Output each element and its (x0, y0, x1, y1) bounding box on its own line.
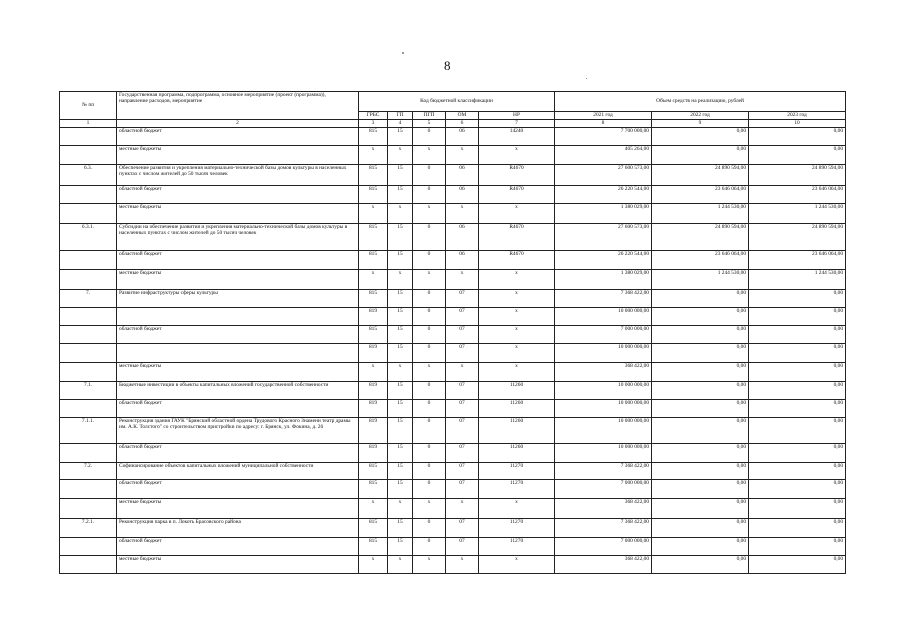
table-row (60, 326, 846, 344)
row-om: x (446, 270, 479, 290)
row-gp: 15 (388, 290, 413, 308)
row-gp: 15 (388, 165, 413, 186)
header-col-2021: 2021 год (555, 112, 652, 120)
row-amount-2021: 7 700 000,00 (555, 128, 652, 146)
row-amount-2021: 27 600 573,00 (555, 165, 652, 186)
budget-table (59, 91, 846, 574)
row-grbs: x (359, 556, 388, 574)
row-grbs: 819 (359, 382, 388, 400)
column-number: 1 (60, 120, 117, 128)
row-num (60, 128, 117, 146)
row-grbs: 819 (359, 308, 388, 326)
row-amount-2021: 10 000 000,00 (555, 382, 652, 400)
row-amount-2022: 0,00 (652, 556, 749, 574)
row-nr: x (479, 344, 555, 363)
row-grbs: x (359, 270, 388, 290)
row-gp: 15 (388, 538, 413, 556)
scan-speck (586, 78, 587, 79)
row-amount-2022: 0,00 (652, 418, 749, 444)
row-nr: x (479, 146, 555, 165)
row-amount-2021: 7 368 422,00 (555, 519, 652, 538)
column-number: 7 (479, 120, 555, 128)
row-om: 07 (446, 463, 479, 480)
row-gp: 15 (388, 400, 413, 418)
row-gp: 15 (388, 463, 413, 480)
row-amount-2022: 23 646 064,00 (652, 251, 749, 270)
row-grbs: 815 (359, 224, 388, 251)
row-num (60, 556, 117, 574)
table-row (60, 270, 846, 290)
column-number: 3 (359, 120, 388, 128)
row-nr: x (479, 204, 555, 224)
row-amount-2023: 1 244 530,00 (749, 204, 846, 224)
row-name: Реконструкция здания ГАУК "Брянский областной ордена Трудового Красного Знамени театр драмы им. А.К. Толстого" со строительством пристройки по адресу: г. Брянск, ул. Фокина, д. 26 (117, 418, 359, 444)
row-grbs: 819 (359, 418, 388, 444)
row-om: 07 (446, 400, 479, 418)
row-num (60, 186, 117, 204)
table-row (60, 128, 846, 146)
row-amount-2023: 0,00 (749, 382, 846, 400)
row-pgp: 0 (413, 382, 446, 400)
row-amount-2023: 0,00 (749, 444, 846, 463)
table-row (60, 480, 846, 499)
row-amount-2023: 0,00 (749, 480, 846, 499)
row-amount-2021: 1 380 029,00 (555, 270, 652, 290)
table-row (60, 382, 846, 400)
row-amount-2021: 368 422,00 (555, 363, 652, 382)
header-code-group: Код бюджетной классификации (359, 92, 555, 112)
row-amount-2021: 27 600 573,00 (555, 224, 652, 251)
table-row (60, 519, 846, 538)
row-amount-2022: 0,00 (652, 363, 749, 382)
row-amount-2021: 7 368 422,00 (555, 463, 652, 480)
row-name (117, 308, 359, 326)
row-amount-2023: 0,00 (749, 308, 846, 326)
row-num (60, 326, 117, 344)
row-grbs: 815 (359, 290, 388, 308)
row-amount-2022: 0,00 (652, 382, 749, 400)
row-amount-2022: 0,00 (652, 400, 749, 418)
row-name: Субсидии на обеспечение развития и укрепления материально-технической базы домов культуры в населенных пунктах с числом жителей до 50 тысяч человек (117, 224, 359, 251)
row-grbs: 819 (359, 400, 388, 418)
row-nr: R4670 (479, 224, 555, 251)
header-sum-group: Объем средств на реализацию, рублей (555, 92, 846, 112)
row-om: 07 (446, 444, 479, 463)
row-nr: 11270 (479, 538, 555, 556)
row-amount-2022: 0,00 (652, 326, 749, 344)
row-amount-2021: 10 000 000,00 (555, 418, 652, 444)
row-grbs: x (359, 499, 388, 519)
row-amount-2022: 0,00 (652, 519, 749, 538)
row-gp: 15 (388, 186, 413, 204)
row-nr: R4670 (479, 251, 555, 270)
row-gp: 15 (388, 344, 413, 363)
row-amount-2023: 0,00 (749, 499, 846, 519)
row-amount-2021: 7 000 000,00 (555, 538, 652, 556)
row-name: местные бюджеты (117, 146, 359, 165)
row-nr: 11270 (479, 519, 555, 538)
row-amount-2022: 1 244 530,00 (652, 204, 749, 224)
table-row (60, 400, 846, 418)
row-grbs: 815 (359, 463, 388, 480)
row-pgp: 0 (413, 308, 446, 326)
row-nr: x (479, 556, 555, 574)
row-nr: x (479, 308, 555, 326)
row-om: 07 (446, 326, 479, 344)
row-om: 06 (446, 251, 479, 270)
row-pgp: x (413, 204, 446, 224)
row-name: местные бюджеты (117, 556, 359, 574)
row-name: областной бюджет (117, 186, 359, 204)
row-amount-2023: 0,00 (749, 400, 846, 418)
column-number: 5 (413, 120, 446, 128)
row-nr: x (479, 499, 555, 519)
table-row (60, 204, 846, 224)
row-gp: x (388, 204, 413, 224)
table-row (60, 499, 846, 519)
row-amount-2021: 7 000 000,00 (555, 480, 652, 499)
row-grbs: 815 (359, 128, 388, 146)
row-nr: 14240 (479, 128, 555, 146)
row-nr: R4670 (479, 165, 555, 186)
row-num (60, 363, 117, 382)
row-gp: 15 (388, 224, 413, 251)
row-amount-2022: 0,00 (652, 344, 749, 363)
row-num (60, 344, 117, 363)
row-nr: 11270 (479, 480, 555, 499)
row-name: местные бюджеты (117, 499, 359, 519)
row-name: областной бюджет (117, 400, 359, 418)
row-num: 7. (60, 290, 117, 308)
header-num: № пп (60, 92, 117, 120)
row-amount-2022: 0,00 (652, 480, 749, 499)
table-row (60, 165, 846, 186)
row-amount-2021: 7 368 422,00 (555, 290, 652, 308)
row-gp: 15 (388, 444, 413, 463)
table-row (60, 556, 846, 574)
row-amount-2023: 0,00 (749, 290, 846, 308)
row-num: 6.3. (60, 165, 117, 186)
table-row (60, 363, 846, 382)
row-gp: x (388, 556, 413, 574)
row-amount-2023: 0,00 (749, 344, 846, 363)
row-num: 7.1.1. (60, 418, 117, 444)
row-amount-2023: 23 646 064,00 (749, 186, 846, 204)
table-row (60, 444, 846, 463)
row-grbs: 815 (359, 326, 388, 344)
row-num (60, 499, 117, 519)
row-num: 7.1. (60, 382, 117, 400)
row-pgp: 0 (413, 519, 446, 538)
table-row (60, 463, 846, 480)
row-amount-2023: 0,00 (749, 326, 846, 344)
row-om: 07 (446, 538, 479, 556)
row-gp: x (388, 363, 413, 382)
row-amount-2022: 0,00 (652, 290, 749, 308)
row-name: областной бюджет (117, 480, 359, 499)
row-nr: 11260 (479, 382, 555, 400)
row-num (60, 400, 117, 418)
row-amount-2022: 1 244 530,00 (652, 270, 749, 290)
header-name: Государственная программа, подпрограмма, основное мероприятие (проект (программа)), направление расходов, мероприятие (117, 92, 359, 120)
table-row (60, 308, 846, 326)
column-number-row (60, 120, 846, 128)
row-gp: x (388, 270, 413, 290)
row-pgp: 0 (413, 463, 446, 480)
row-amount-2022: 0,00 (652, 308, 749, 326)
row-amount-2021: 10 000 000,00 (555, 308, 652, 326)
header-row (60, 92, 846, 112)
row-grbs: 815 (359, 480, 388, 499)
row-amount-2021: 368 422,00 (555, 556, 652, 574)
row-amount-2021: 405 264,00 (555, 146, 652, 165)
page-number: 8 (444, 58, 451, 73)
row-amount-2021: 7 000 000,00 (555, 326, 652, 344)
row-amount-2021: 1 380 029,00 (555, 204, 652, 224)
row-name (117, 344, 359, 363)
row-om: 06 (446, 186, 479, 204)
row-gp: 15 (388, 308, 413, 326)
row-amount-2023: 0,00 (749, 556, 846, 574)
row-om: x (446, 204, 479, 224)
row-gp: 15 (388, 251, 413, 270)
row-om: 07 (446, 308, 479, 326)
row-name: областной бюджет (117, 326, 359, 344)
row-pgp: 0 (413, 186, 446, 204)
table-row (60, 538, 846, 556)
table-row (60, 251, 846, 270)
row-gp: 15 (388, 480, 413, 499)
row-amount-2023: 0,00 (749, 418, 846, 444)
row-pgp: 0 (413, 480, 446, 499)
row-amount-2022: 0,00 (652, 499, 749, 519)
column-number: 4 (388, 120, 413, 128)
row-name: Реконструкция парка в п. Локоть Брасовского района (117, 519, 359, 538)
row-amount-2022: 24 890 594,00 (652, 165, 749, 186)
row-pgp: 0 (413, 444, 446, 463)
row-nr: 11260 (479, 444, 555, 463)
table-body (60, 128, 846, 574)
row-amount-2023: 23 646 064,00 (749, 251, 846, 270)
row-grbs: 815 (359, 251, 388, 270)
row-om: x (446, 363, 479, 382)
row-num (60, 308, 117, 326)
row-amount-2023: 0,00 (749, 146, 846, 165)
row-pgp: 0 (413, 326, 446, 344)
row-pgp: 0 (413, 251, 446, 270)
column-number: 10 (749, 120, 846, 128)
row-num (60, 146, 117, 165)
row-om: 07 (446, 382, 479, 400)
row-name: местные бюджеты (117, 270, 359, 290)
row-pgp: 0 (413, 538, 446, 556)
row-gp: 15 (388, 382, 413, 400)
row-pgp: 0 (413, 400, 446, 418)
row-amount-2022: 0,00 (652, 444, 749, 463)
row-nr: R4670 (479, 186, 555, 204)
row-pgp: 0 (413, 128, 446, 146)
row-num (60, 204, 117, 224)
row-gp: 15 (388, 418, 413, 444)
row-om: 06 (446, 165, 479, 186)
row-grbs: x (359, 204, 388, 224)
row-amount-2021: 368 422,00 (555, 499, 652, 519)
row-amount-2023: 1 244 530,00 (749, 270, 846, 290)
row-nr: x (479, 270, 555, 290)
row-pgp: 0 (413, 290, 446, 308)
row-num (60, 270, 117, 290)
row-pgp: x (413, 363, 446, 382)
row-amount-2023: 0,00 (749, 538, 846, 556)
row-om: x (446, 146, 479, 165)
column-number: 9 (652, 120, 749, 128)
row-grbs: 815 (359, 165, 388, 186)
row-nr: 11260 (479, 418, 555, 444)
table-row (60, 418, 846, 444)
table-row (60, 224, 846, 251)
row-pgp: x (413, 556, 446, 574)
row-name: Обеспечение развития и укрепления материально-технической базы домов культуры в населенных пунктах с числом жителей до 50 тысяч человек (117, 165, 359, 186)
row-pgp: 0 (413, 165, 446, 186)
table-row (60, 186, 846, 204)
row-amount-2023: 0,00 (749, 519, 846, 538)
row-grbs: 819 (359, 444, 388, 463)
header-col-pgp: ПГП (413, 112, 446, 120)
row-grbs: 819 (359, 344, 388, 363)
row-grbs: 815 (359, 186, 388, 204)
row-pgp: 0 (413, 224, 446, 251)
row-gp: 15 (388, 326, 413, 344)
row-amount-2022: 0,00 (652, 538, 749, 556)
row-grbs: x (359, 146, 388, 165)
row-name: областной бюджет (117, 538, 359, 556)
row-gp: 15 (388, 128, 413, 146)
row-pgp: x (413, 270, 446, 290)
row-gp: x (388, 499, 413, 519)
row-gp: x (388, 146, 413, 165)
header-col-nr: НР (479, 112, 555, 120)
header-col-gp: ГП (388, 112, 413, 120)
row-amount-2021: 10 000 000,00 (555, 400, 652, 418)
header-col-grbs: ГРБС (359, 112, 388, 120)
table-row (60, 344, 846, 363)
header-col-2023: 2023 год (749, 112, 846, 120)
row-amount-2021: 10 000 000,00 (555, 344, 652, 363)
row-pgp: 0 (413, 418, 446, 444)
row-num (60, 538, 117, 556)
row-name: Софинансирование объектов капитальных вложений муниципальной собственности (117, 463, 359, 480)
row-om: 06 (446, 128, 479, 146)
row-pgp: x (413, 146, 446, 165)
column-number: 2 (117, 120, 359, 128)
row-amount-2023: 0,00 (749, 463, 846, 480)
row-om: x (446, 499, 479, 519)
row-num: 7.2. (60, 463, 117, 480)
table-row (60, 146, 846, 165)
table-row (60, 290, 846, 308)
scan-speck (402, 52, 404, 54)
header-col-om: ОМ (446, 112, 479, 120)
row-om: 07 (446, 344, 479, 363)
row-name: областной бюджет (117, 444, 359, 463)
row-amount-2022: 0,00 (652, 463, 749, 480)
row-amount-2022: 0,00 (652, 146, 749, 165)
row-amount-2023: 0,00 (749, 363, 846, 382)
row-num (60, 251, 117, 270)
row-nr: 11260 (479, 400, 555, 418)
row-amount-2023: 24 890 594,00 (749, 165, 846, 186)
row-amount-2022: 24 890 594,00 (652, 224, 749, 251)
row-name: областной бюджет (117, 128, 359, 146)
row-name: Бюджетные инвестиции в объекты капитальных вложений государственной собственности (117, 382, 359, 400)
row-om: 06 (446, 224, 479, 251)
row-grbs: 815 (359, 538, 388, 556)
row-om: 07 (446, 290, 479, 308)
row-num (60, 480, 117, 499)
row-pgp: x (413, 499, 446, 519)
row-nr: x (479, 326, 555, 344)
row-pgp: 0 (413, 344, 446, 363)
row-grbs: 815 (359, 519, 388, 538)
row-om: 07 (446, 418, 479, 444)
row-grbs: x (359, 363, 388, 382)
row-gp: 15 (388, 519, 413, 538)
row-num (60, 444, 117, 463)
row-nr: x (479, 290, 555, 308)
row-amount-2022: 0,00 (652, 128, 749, 146)
row-name: местные бюджеты (117, 204, 359, 224)
row-amount-2022: 23 646 064,00 (652, 186, 749, 204)
row-name: Развитие инфраструктуры сферы культуры (117, 290, 359, 308)
row-om: x (446, 556, 479, 574)
header-col-2022: 2022 год (652, 112, 749, 120)
row-amount-2021: 10 000 000,00 (555, 444, 652, 463)
row-amount-2023: 0,00 (749, 128, 846, 146)
row-nr: 11270 (479, 463, 555, 480)
row-om: 07 (446, 519, 479, 538)
column-number: 8 (555, 120, 652, 128)
row-om: 07 (446, 480, 479, 499)
row-nr: x (479, 363, 555, 382)
row-name: местные бюджеты (117, 363, 359, 382)
column-number: 6 (446, 120, 479, 128)
row-amount-2021: 26 220 544,00 (555, 251, 652, 270)
row-amount-2021: 26 220 544,00 (555, 186, 652, 204)
row-num: 7.2.1. (60, 519, 117, 538)
row-num: 6.3.1. (60, 224, 117, 251)
row-name: областной бюджет (117, 251, 359, 270)
row-amount-2023: 24 890 594,00 (749, 224, 846, 251)
